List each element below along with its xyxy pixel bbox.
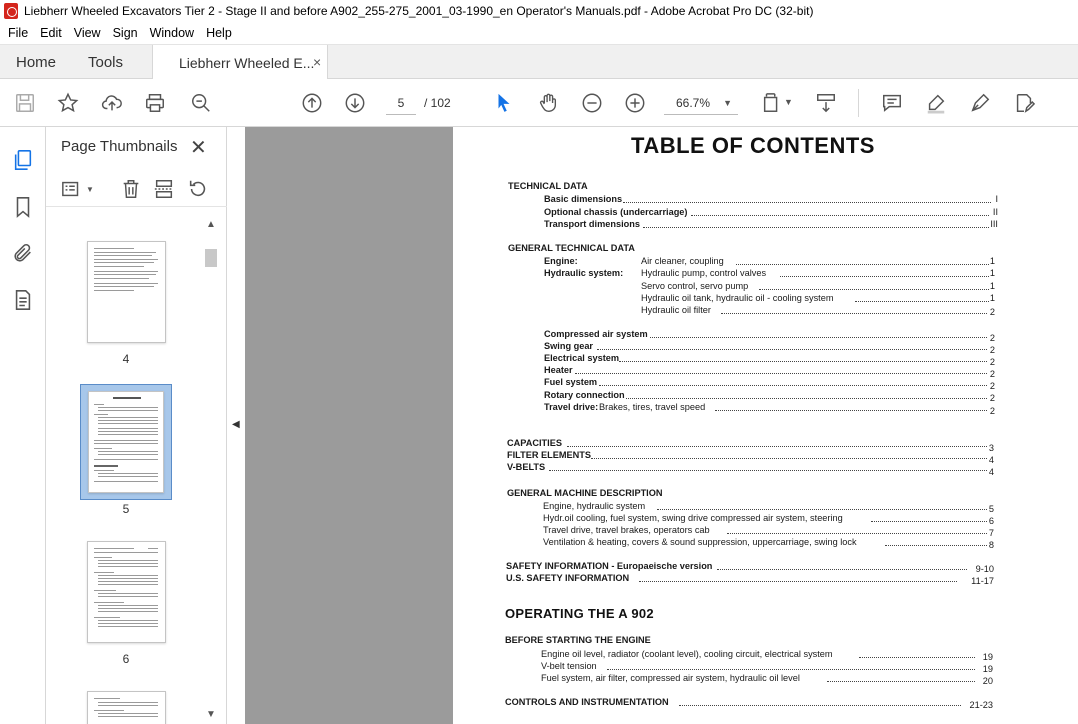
extract-page-icon[interactable] — [152, 177, 176, 201]
thumbnail-label: 4 — [122, 352, 130, 366]
thumbnails-scrollbar[interactable] — [203, 219, 219, 724]
toc-entry: V-BELTS — [507, 462, 546, 472]
scroll-thumb[interactable] — [205, 249, 217, 267]
menu-view[interactable]: View — [73, 26, 101, 40]
toc-entry: Transport dimensions — [544, 219, 640, 229]
menu-help[interactable]: Help — [206, 26, 232, 40]
options-caret-icon[interactable]: ▼ — [86, 185, 94, 194]
previous-page-icon[interactable] — [300, 91, 324, 115]
thumbnail-page-4[interactable] — [87, 241, 166, 343]
toc-entry: Hydraulic oil tank, hydraulic oil - cooling system — [641, 293, 834, 303]
toc-entry: Air cleaner, coupling — [641, 256, 724, 266]
zoom-out-icon[interactable] — [580, 91, 604, 115]
toc-entry: Fuel system — [544, 377, 598, 387]
thumbnail-options-icon[interactable] — [60, 177, 84, 201]
window-title: Liebherr Wheeled Excavators Tier 2 - Stage II and before A902_255-275_2001_03-1990_en Operator's Manuals.pdf - Adobe Acrobat Pro DC (32-bit) — [24, 4, 814, 18]
toc-page: 20 — [982, 676, 993, 686]
toc-page: 2 — [989, 381, 995, 391]
menu-edit[interactable]: Edit — [40, 26, 62, 40]
document-icon[interactable] — [11, 288, 35, 312]
panel-toolbar — [46, 171, 227, 207]
toc-entry: V-belt tension — [541, 661, 597, 671]
page-thumbnails-icon[interactable] — [11, 148, 35, 172]
scroll-mode-icon[interactable] — [814, 91, 838, 115]
delete-page-icon[interactable] — [119, 177, 143, 201]
menu-sign[interactable]: Sign — [112, 26, 138, 40]
attachments-icon[interactable] — [11, 241, 35, 265]
toc-page: 2 — [989, 333, 995, 343]
scroll-down-icon[interactable]: ▼ — [206, 709, 216, 720]
toc-page: I — [995, 194, 998, 204]
tab-document[interactable] — [152, 45, 328, 80]
zoom-level-value: 66.7% — [676, 96, 711, 110]
bookmark-star-icon[interactable] — [56, 91, 80, 115]
panel-collapse-bar[interactable] — [227, 127, 245, 724]
toc-page: 2 — [989, 345, 995, 355]
thumbnail-label: 6 — [122, 652, 130, 666]
toolbar-divider — [858, 89, 859, 117]
tab-home[interactable]: Home — [16, 54, 57, 71]
title-bar — [0, 0, 1078, 22]
section-heading: GENERAL MACHINE DESCRIPTION — [507, 488, 663, 498]
tab-document-label: Liebherr Wheeled E... — [179, 55, 315, 71]
toc-entry: CAPACITIES — [507, 438, 562, 448]
print-icon[interactable] — [143, 91, 167, 115]
toc-entry: Brakes, tires, travel speed — [599, 402, 706, 412]
toc-entry: Heater — [544, 365, 573, 375]
toc-page: 1 — [989, 268, 995, 278]
toc-entry: FILTER ELEMENTS — [507, 450, 592, 460]
toc-page: 5 — [988, 504, 994, 514]
hand-tool-icon[interactable] — [536, 91, 560, 115]
toc-page: 19 — [982, 652, 993, 662]
toc-page: 11-17 — [971, 576, 994, 586]
toc-page: 2 — [989, 307, 995, 317]
toc-page: 2 — [989, 406, 995, 416]
section-heading: TECHNICAL DATA — [508, 181, 588, 191]
thumbnail-page-6[interactable] — [87, 541, 166, 643]
toc-entry: Compressed air system — [544, 329, 648, 339]
toolbar — [0, 79, 1078, 127]
toc-entry: Optional chassis (undercarriage) — [544, 207, 688, 217]
thumbnail-page-5[interactable] — [88, 391, 164, 493]
fit-dropdown-caret-icon[interactable]: ▼ — [784, 97, 793, 107]
thumbnail-page-7[interactable] — [87, 691, 166, 724]
menu-bar — [0, 22, 1078, 44]
section-heading: OPERATING THE A 902 — [505, 606, 654, 621]
chevron-down-icon: ▼ — [723, 98, 732, 108]
toc-entry: Ventilation & heating, covers & sound suppression, uppercarriage, swing lock — [543, 537, 857, 547]
toc-page: 2 — [989, 357, 995, 367]
left-navigation-rail — [0, 127, 46, 724]
document-viewport[interactable] — [245, 127, 1078, 724]
panel-close-button[interactable]: ✕ — [190, 137, 207, 159]
toc-entry: Rotary connection — [544, 390, 625, 400]
upload-cloud-icon[interactable] — [100, 91, 124, 115]
toc-page: 9-10 — [975, 564, 994, 574]
thumbnails-panel — [46, 127, 227, 724]
toc-page: 2 — [989, 393, 995, 403]
toc-page: 1 — [989, 281, 995, 291]
comment-icon[interactable] — [880, 91, 904, 115]
menu-window[interactable]: Window — [149, 26, 195, 40]
toc-page: 4 — [988, 467, 994, 477]
next-page-icon[interactable] — [343, 91, 367, 115]
thumbnail-label: 5 — [122, 502, 130, 516]
toc-page: 3 — [988, 443, 994, 453]
menu-file[interactable]: File — [8, 26, 29, 40]
toc-entry: Basic dimensions — [544, 194, 623, 204]
toc-page: II — [992, 207, 998, 217]
toc-label: Travel drive: — [544, 402, 599, 412]
collapse-left-icon[interactable]: ◀ — [232, 419, 240, 430]
highlight-icon[interactable] — [924, 91, 948, 115]
toc-page: 2 — [989, 369, 995, 379]
toc-entry: Engine oil level, radiator (coolant level), cooling circuit, electrical system — [541, 649, 833, 659]
zoom-level-select[interactable] — [664, 91, 738, 115]
toc-page: 21-23 — [969, 700, 993, 710]
zoom-search-icon[interactable] — [189, 91, 213, 115]
acrobat-icon — [4, 3, 18, 19]
toc-entry: Swing gear — [544, 341, 594, 351]
toc-entry: Servo control, servo pump — [641, 281, 749, 291]
section-heading: GENERAL TECHNICAL DATA — [508, 243, 635, 253]
toc-page: 19 — [982, 664, 993, 674]
page-number-input[interactable]: 5 — [386, 91, 416, 115]
toc-entry: Fuel system, air filter, compressed air system, hydraulic oil level — [541, 673, 800, 683]
toc-entry: Electrical system — [544, 353, 620, 363]
toc-entry: SAFETY INFORMATION - Europaeische version — [506, 561, 713, 571]
toc-entry: Travel drive, travel brakes, operators cab — [543, 525, 710, 535]
pdf-page — [453, 127, 1078, 724]
toc-page: 1 — [989, 256, 995, 266]
toc-page: 7 — [988, 528, 994, 538]
rotate-page-icon[interactable] — [186, 177, 210, 201]
toc-entry: Hydr.oil cooling, fuel system, swing drive compressed air system, steering — [543, 513, 843, 523]
toc-entry: Engine, hydraulic system — [543, 501, 646, 511]
toc-page: 1 — [989, 293, 995, 303]
panel-heading: Page Thumbnails — [61, 138, 178, 155]
toc-page: 6 — [988, 516, 994, 526]
fill-sign-icon[interactable] — [1012, 91, 1036, 115]
tab-bar — [0, 44, 1078, 79]
toc-entry: Hydraulic pump, control valves — [641, 268, 767, 278]
toc-label: Engine: — [544, 256, 578, 266]
select-cursor-icon[interactable] — [492, 91, 516, 115]
tab-tools[interactable]: Tools — [88, 54, 124, 71]
zoom-in-icon[interactable] — [623, 91, 647, 115]
toc-entry: CONTROLS AND INSTRUMENTATION — [505, 697, 669, 707]
page-title: TABLE OF CONTENTS — [631, 133, 875, 158]
tab-close-button[interactable]: × — [313, 54, 322, 70]
fit-page-icon[interactable] — [760, 91, 784, 115]
scroll-up-icon[interactable]: ▲ — [206, 219, 216, 230]
toc-page: 4 — [988, 455, 994, 465]
page-total: / 102 — [424, 96, 451, 110]
toc-entry: U.S. SAFETY INFORMATION — [506, 573, 630, 583]
bookmarks-icon[interactable] — [11, 195, 35, 219]
toc-page: III — [990, 219, 998, 229]
toc-entry: Hydraulic oil filter — [641, 305, 711, 315]
section-heading: BEFORE STARTING THE ENGINE — [505, 635, 651, 645]
toc-label: Hydraulic system: — [544, 268, 624, 278]
toc-page: 8 — [988, 540, 994, 550]
draw-pen-icon[interactable] — [968, 91, 992, 115]
save-icon[interactable] — [13, 91, 37, 115]
